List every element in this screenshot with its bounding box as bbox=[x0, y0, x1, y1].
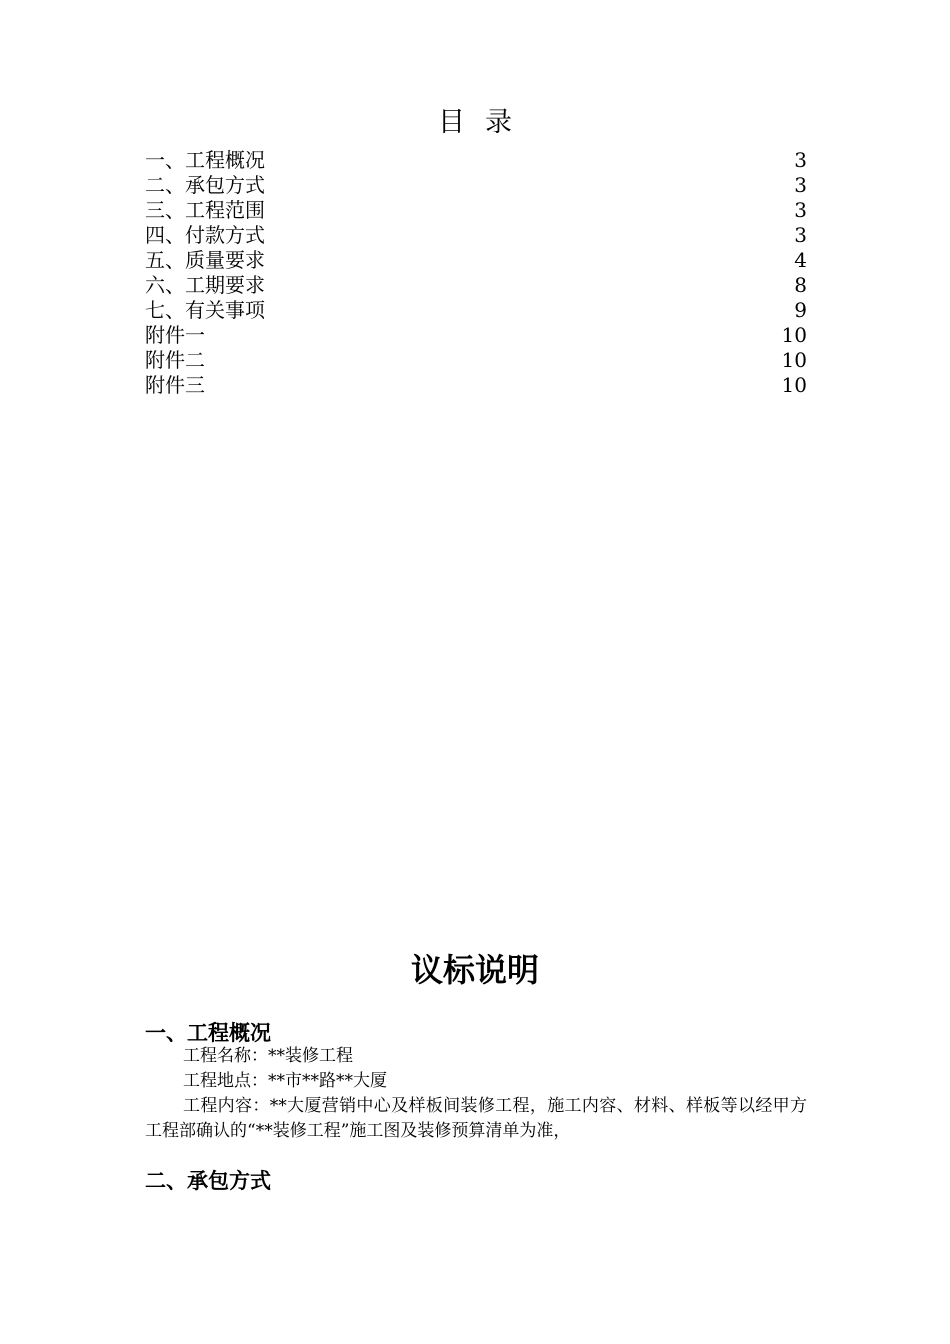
toc-entry-page: 10 bbox=[781, 348, 807, 372]
section-heading-overview: 一、工程概况 bbox=[145, 1021, 271, 1045]
toc-entry-label: 附件三 bbox=[145, 373, 205, 397]
document-title: 议标说明 bbox=[410, 951, 539, 989]
toc-entry-page: 9 bbox=[794, 298, 807, 322]
toc-entry[interactable] bbox=[145, 298, 807, 323]
toc-entry[interactable] bbox=[145, 173, 807, 198]
toc-entry-label: 五、质量要求 bbox=[145, 248, 265, 272]
project-location-line: 工程地点：**市**路**大厦 bbox=[183, 1071, 387, 1091]
toc-entry-page: 3 bbox=[794, 148, 807, 172]
toc-entry[interactable] bbox=[145, 323, 807, 348]
toc-entry-page: 8 bbox=[794, 273, 807, 297]
toc-entry-label: 三、工程范围 bbox=[145, 198, 265, 222]
toc-entry-page: 10 bbox=[781, 323, 807, 347]
section-heading-contract-mode: 二、承包方式 bbox=[145, 1169, 271, 1193]
toc-entry[interactable] bbox=[145, 373, 807, 398]
toc-entry-page: 10 bbox=[781, 373, 807, 397]
toc-entry[interactable] bbox=[145, 348, 807, 373]
toc-entry-page: 3 bbox=[794, 173, 807, 197]
toc-entry-label: 七、有关事项 bbox=[145, 298, 265, 322]
toc-entry-label: 附件二 bbox=[145, 348, 205, 372]
toc-entry-label: 附件一 bbox=[145, 323, 205, 347]
toc-entry-label: 四、付款方式 bbox=[145, 223, 265, 247]
project-content-paragraph: 工程内容：**大厦营销中心及样板间装修工程，施工内容、材料、样板等以经甲方工程部确认的“**装修工程”施工图及装修预算清单为准， bbox=[145, 1096, 807, 1141]
toc-entry-label: 二、承包方式 bbox=[145, 173, 265, 197]
toc-entry[interactable] bbox=[145, 248, 807, 273]
toc-entry-page: 4 bbox=[794, 248, 807, 272]
toc-entry[interactable] bbox=[145, 198, 807, 223]
toc-entry[interactable] bbox=[145, 223, 807, 248]
toc-entry-label: 六、工期要求 bbox=[145, 273, 265, 297]
toc-list bbox=[145, 148, 807, 398]
project-name-line: 工程名称：**装修工程 bbox=[183, 1046, 353, 1066]
toc-entry-page: 3 bbox=[794, 223, 807, 247]
toc-title: 目录 bbox=[438, 107, 532, 138]
toc-entry[interactable] bbox=[145, 273, 807, 298]
toc-entry-label: 一、工程概况 bbox=[145, 148, 265, 172]
toc-entry-page: 3 bbox=[794, 198, 807, 222]
toc-entry[interactable] bbox=[145, 148, 807, 173]
